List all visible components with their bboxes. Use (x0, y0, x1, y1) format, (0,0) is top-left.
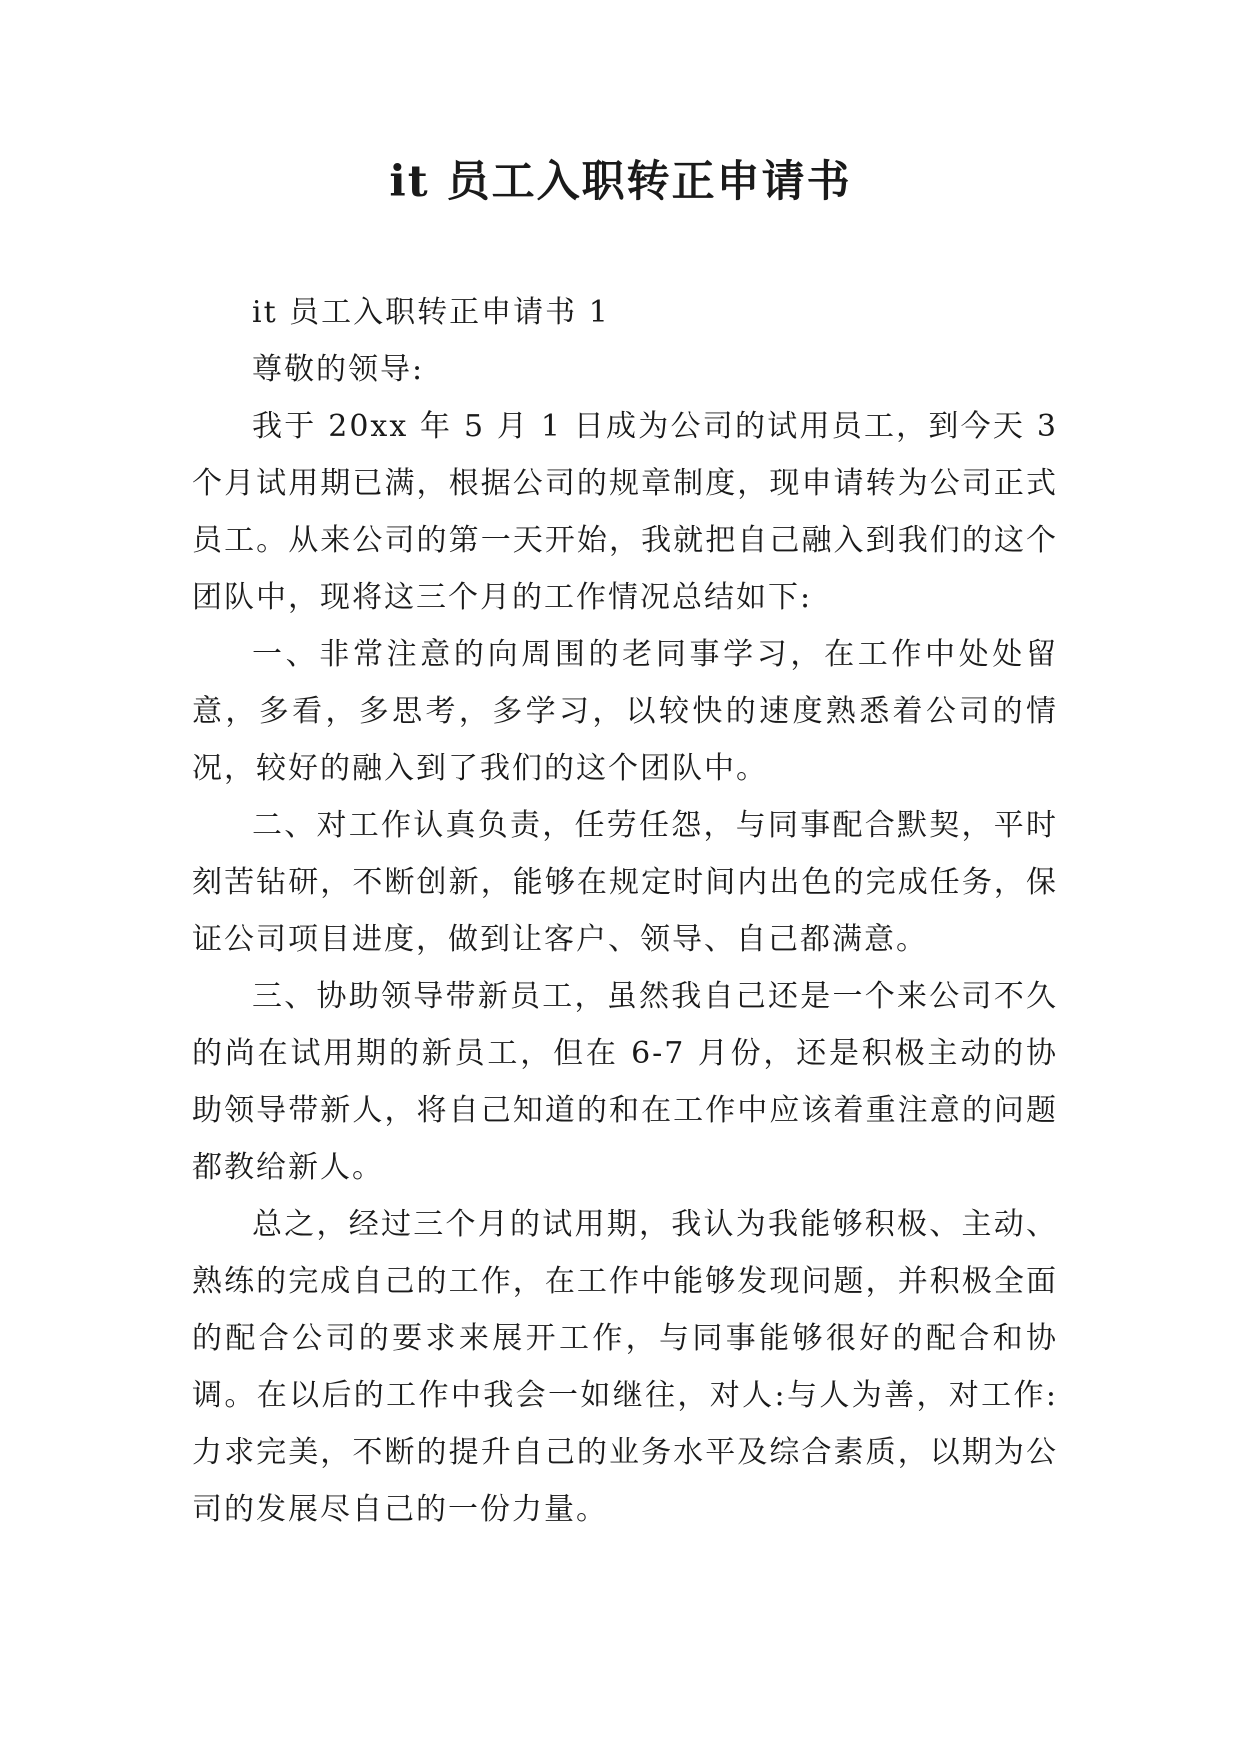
paragraph-point-1: 一、非常注意的向周围的老同事学习，在工作中处处留意，多看，多思考，多学习，以较快的速度熟悉着公司的情况，较好的融入到了我们的这个团队中。 (192, 637, 1058, 786)
document-title: it 员工入职转正申请书 (389, 157, 852, 207)
paragraph-salutation: 尊敬的领导: (252, 352, 425, 387)
paragraph-point-3: 三、协助领导带新员工，虽然我自己还是一个来公司不久的尚在试用期的新员工，但在 6-7 月份，还是积极主动的协助领导带新人，将自己知道的和在工作中应该着重注意的问题都教给新人。 (192, 979, 1058, 1185)
paragraph-subtitle: it 员工入职转正申请书 1 (252, 295, 610, 330)
paragraph-point-2: 二、对工作认真负责，任劳任怨，与同事配合默契，平时刻苦钻研，不断创新，能够在规定时间内出色的完成任务，保证公司项目进度，做到让客户、领导、自己都满意。 (192, 808, 1058, 957)
paragraph-conclusion: 总之，经过三个月的试用期，我认为我能够积极、主动、熟练的完成自己的工作，在工作中能够发现问题，并积极全面的配合公司的要求来展开工作，与同事能够很好的配合和协调。在以后的工作中我会一如继往，对人:与人为善，对工作:力求完美，不断的提升自己的业务水平及综合素质，以期为公司的发展尽自己的一份力量。 (192, 1207, 1058, 1527)
document-body (192, 284, 1058, 1538)
paragraph-intro: 我于 20xx 年 5 月 1 日成为公司的试用员工，到今天 3 个月试用期已满，根据公司的规章制度，现申请转为公司正式员工。从来公司的第一天开始，我就把自己融入到我们的这个团队中，现将这三个月的工作情况总结如下: (192, 409, 1058, 615)
